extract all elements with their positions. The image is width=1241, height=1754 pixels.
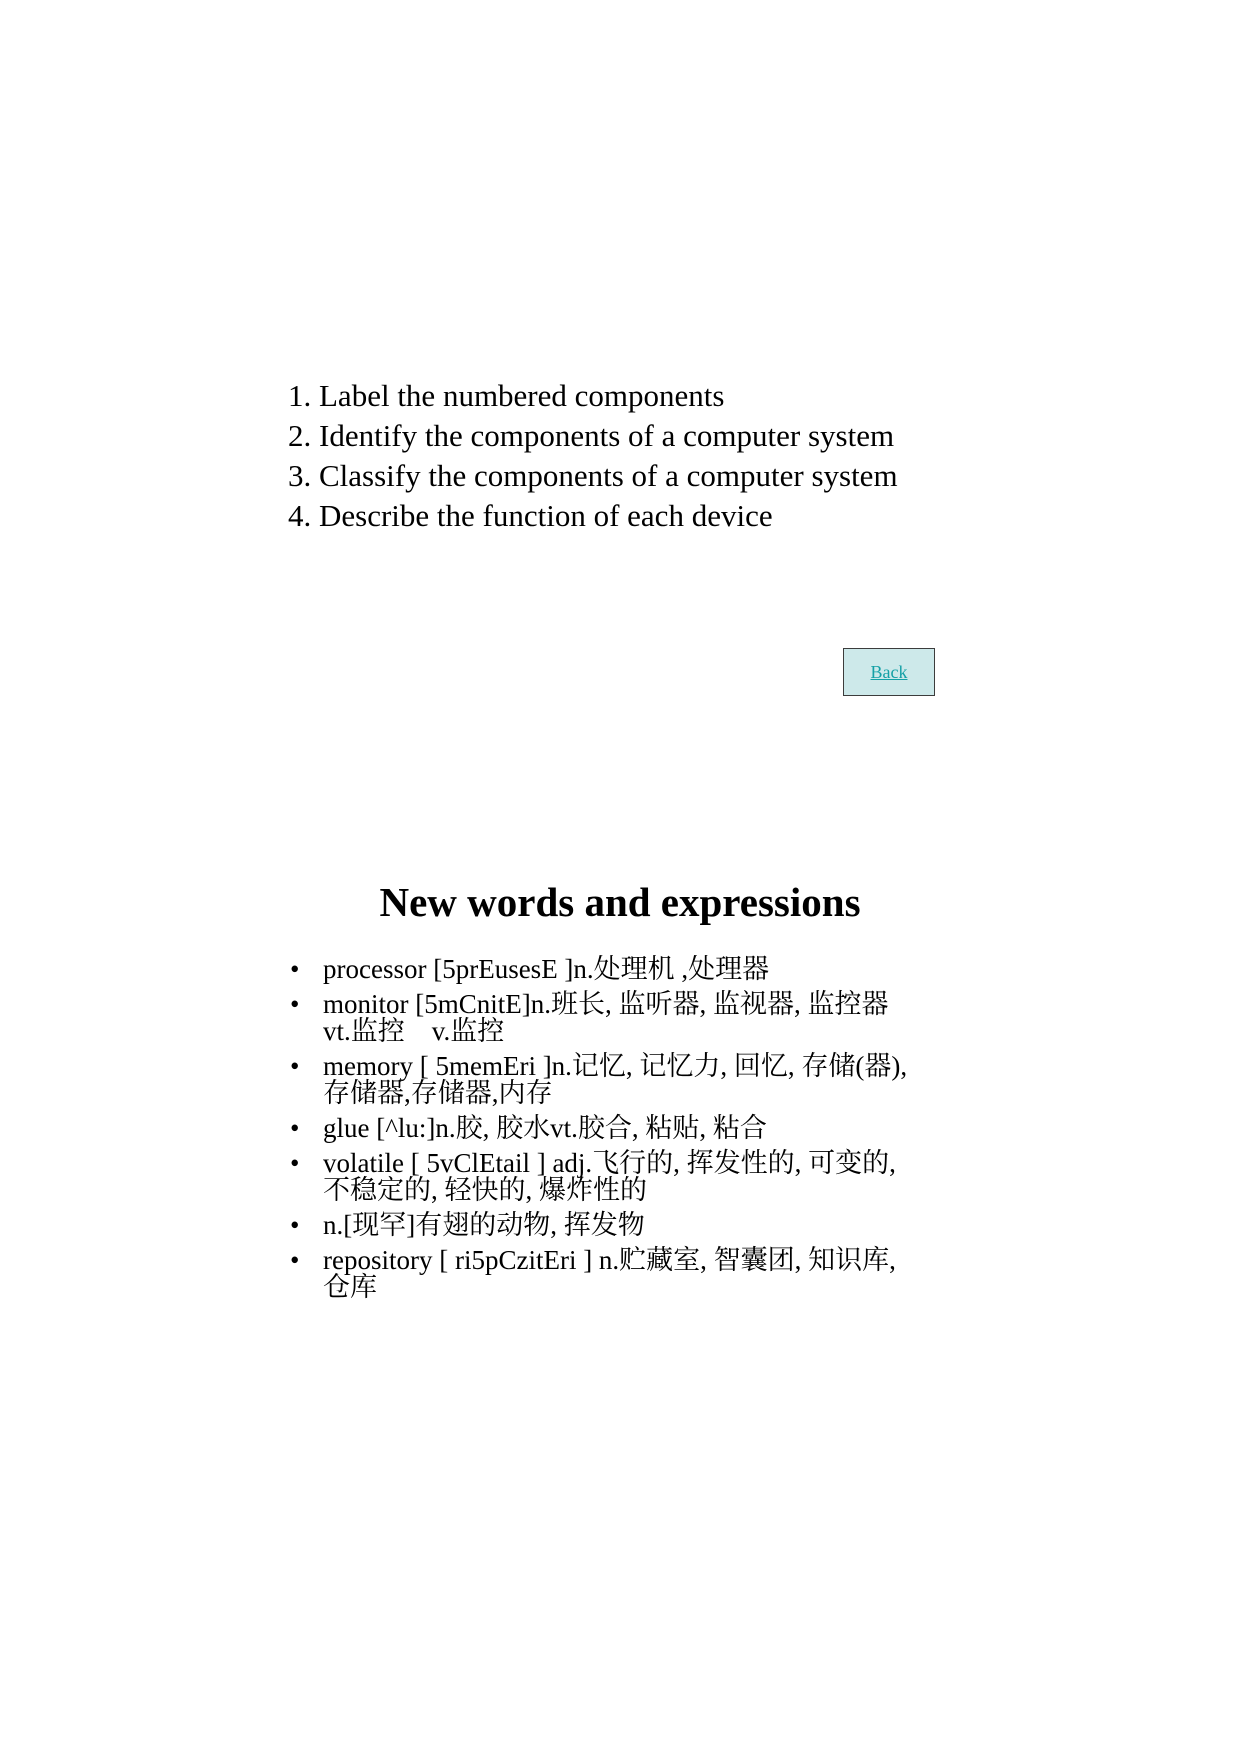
vocabulary-line: 存储器,存储器,内存 [323,1078,553,1108]
back-button[interactable] [843,648,935,696]
vocabulary-item [288,1150,988,1204]
vocabulary-line: memory [ 5memEri ]n.记忆, 记忆力, 回忆, 存储(器), [323,1051,908,1081]
bullet-icon: • [290,1051,300,1081]
bullet-icon: • [290,1148,300,1178]
bullet-icon: • [290,1210,300,1240]
bullet-icon: • [290,1113,300,1143]
objective-item: 4. Describe the function of each device [288,498,773,533]
vocabulary-line: glue [^lu:]n.胶, 胶水vt.胶合, 粘贴, 粘合 [323,1113,767,1143]
vocabulary-item [288,991,988,1045]
objective-item: 3. Classify the components of a computer system [288,458,898,493]
vocabulary-line: volatile [ 5vClEtail ] adj.飞行的, 挥发性的, 可变的, [323,1148,896,1178]
bullet-icon: • [290,989,300,1019]
vocabulary-item [288,1247,988,1301]
back-link[interactable]: Back [870,661,908,682]
vocabulary-item [288,956,988,983]
section-title: New words and expressions [379,879,861,925]
vocabulary-line: vt.监控 v.监控 [323,1016,505,1046]
vocabulary-item [288,1212,988,1239]
objective-item: 1. Label the numbered components [288,378,725,413]
objectives-list [288,376,1008,536]
vocabulary-item [288,1053,988,1107]
vocabulary-line: n.[现罕]有翅的动物, 挥发物 [323,1210,645,1240]
vocabulary-line: repository [ ri5pCzitEri ] n.贮藏室, 智囊团, 知识库, [323,1245,896,1275]
vocabulary-line: processor [5prEusesE ]n.处理机 ,处理器 [323,954,770,984]
vocabulary-line: monitor [5mCnitE]n.班长, 监听器, 监视器, 监控器 [323,989,889,1019]
vocabulary-list [288,956,988,1309]
bullet-icon: • [290,1245,300,1275]
vocabulary-item [288,1115,988,1142]
vocabulary-line: 不稳定的, 轻快的, 爆炸性的 [323,1175,647,1205]
objective-item: 2. Identify the components of a computer system [288,418,895,453]
bullet-icon: • [290,954,300,984]
vocabulary-line: 仓库 [323,1272,377,1302]
